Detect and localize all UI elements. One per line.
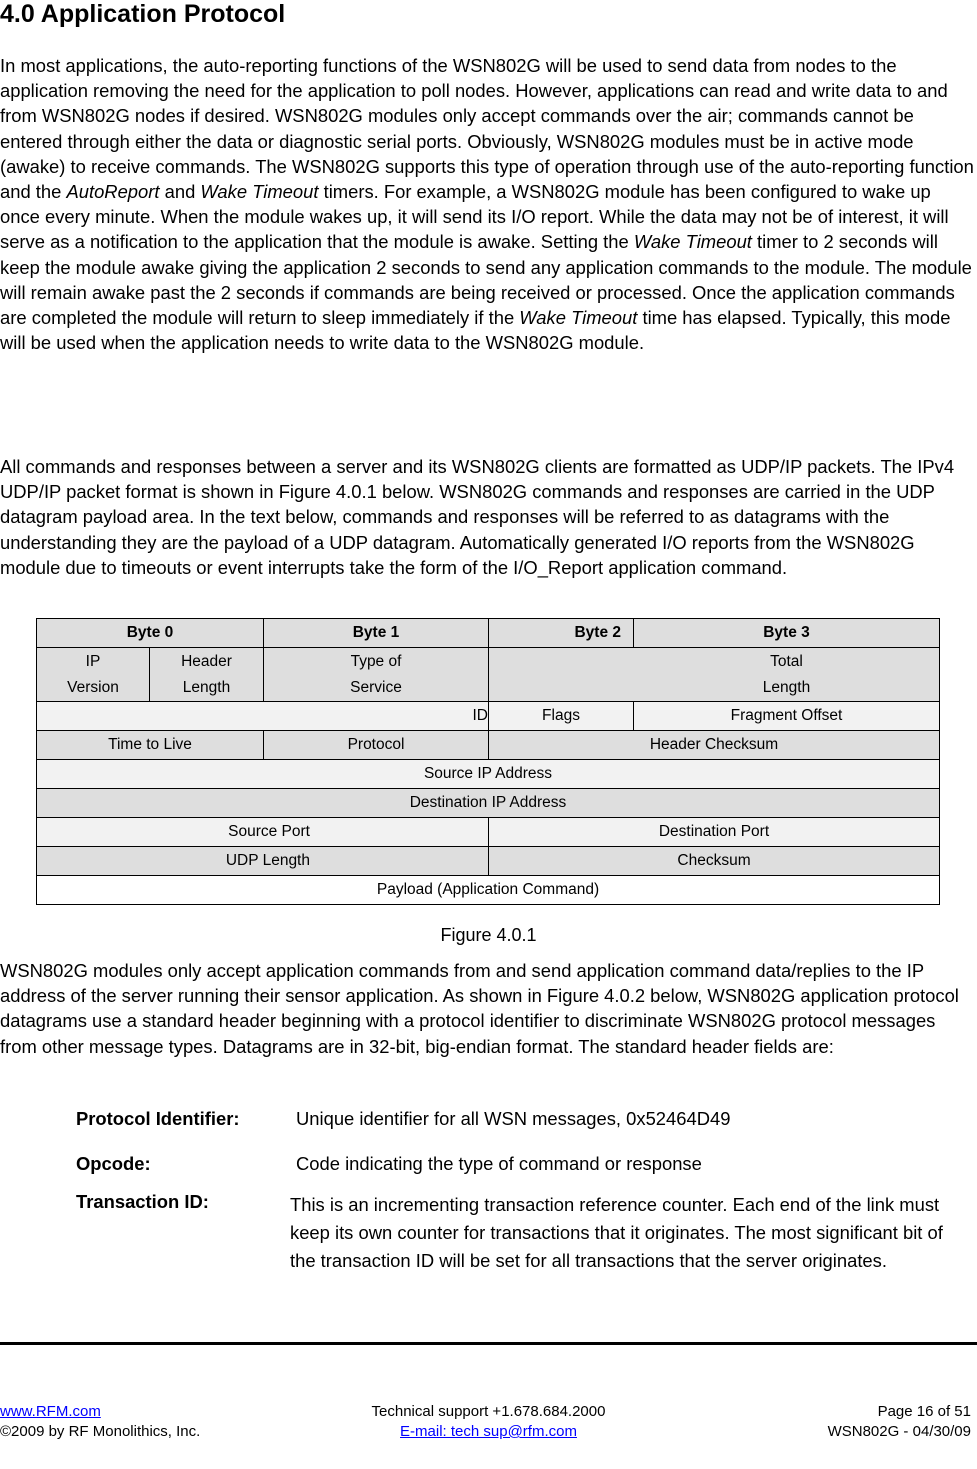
cell-line: Header bbox=[181, 652, 232, 670]
ipv4-udp-packet-figure bbox=[36, 618, 940, 905]
type-of-service-cell bbox=[264, 648, 489, 702]
field-label: Transaction ID: bbox=[76, 1191, 209, 1212]
cell-line: IP bbox=[85, 652, 101, 670]
header-length-cell bbox=[150, 648, 264, 702]
packet-row-5 bbox=[37, 789, 940, 818]
footer-divider bbox=[0, 1342, 977, 1345]
payload-cell: Payload (Application Command) bbox=[37, 876, 940, 905]
byte-2-header: Byte 2 bbox=[489, 619, 634, 648]
cell-line: Type of bbox=[350, 652, 402, 670]
identification-cell: ID bbox=[37, 702, 489, 731]
flags-cell: Flags bbox=[489, 702, 634, 731]
para1-text: and bbox=[159, 181, 201, 203]
para1-text: timer to 2 seconds will keep the module awake giving the application 2 seconds to send any application commands to the module. The module will remain awake past the 2 seconds if commands are being received or processed. Once the application commands are completed the module will return to sleep immediately if the bbox=[0, 231, 972, 329]
field-description: Unique identifier for all WSN messages, 0x52464D49 bbox=[296, 1108, 731, 1129]
cell-line: Service bbox=[350, 678, 402, 696]
cell-line: Version bbox=[67, 678, 119, 696]
header-checksum-cell: Header Checksum bbox=[489, 731, 940, 760]
packet-row-2 bbox=[37, 702, 940, 731]
para1-emphasis: Wake Timeout bbox=[200, 181, 319, 203]
cell-line: Length bbox=[182, 678, 231, 696]
udp-paragraph: All commands and responses between a server and its WSN802G clients are formatted as UDP/IP packets. The IPv4 UDP/IP packet format is shown in Figure 4.0.1 below. WSN802G commands and responses are carried in the UDP datagram payload area. In the text below, commands and responses will be referred to as datagrams with the understanding they are the payload of a UDP datagram. Automatically generated I/O reports from the WSN802G module due to timeouts or event interrupts take the form of the I/O_Report application command. bbox=[0, 456, 955, 578]
document-id: WSN802G - 04/30/09 bbox=[827, 1423, 971, 1440]
para1-text: In most applications, the auto-reporting functions of the WSN802G will be used to send data from nodes to the application removing the need for the application to poll nodes. However, applications can read and write data to and from WSN802G nodes if desired. WSN802G modules only accept commands over the air; commands cannot be entered through either the data or diagnostic serial ports. Obviously, WSN802G modules must be in active mode (awake) to receive commands. The WSN802G supports this type of operation through use of the auto-reporting function and the bbox=[0, 55, 974, 203]
support-phone: Technical support +1.678.684.2000 bbox=[371, 1403, 606, 1420]
cell-line: Total bbox=[770, 652, 803, 670]
footer-right bbox=[828, 1402, 971, 1442]
cell-line: Length bbox=[762, 678, 811, 696]
byte-header-row bbox=[37, 619, 940, 648]
total-length-cell bbox=[489, 648, 940, 702]
packet-row-8 bbox=[37, 876, 940, 905]
source-port-cell: Source Port bbox=[37, 818, 489, 847]
checksum-cell: Checksum bbox=[489, 847, 940, 876]
para1-emphasis: AutoReport bbox=[66, 181, 160, 203]
packet-row-3 bbox=[37, 731, 940, 760]
page-number: Page 16 of 51 bbox=[877, 1403, 971, 1420]
byte-1-header: Byte 1 bbox=[264, 619, 489, 648]
packet-row-6 bbox=[37, 818, 940, 847]
udp-length-cell: UDP Length bbox=[37, 847, 489, 876]
para1-text: timers. For example, a WSN802G module has been configured to wake up once every minute. When the module wakes up, it will send its I/O report. While the data may not be of interest, it will serve as a notification to the application that the module is awake. Setting the bbox=[0, 181, 949, 253]
packet-row-4 bbox=[37, 760, 940, 789]
byte-3-header: Byte 3 bbox=[634, 619, 940, 648]
packet-row-7 bbox=[37, 847, 940, 876]
field-label: Opcode: bbox=[76, 1153, 151, 1174]
dest-ip-cell: Destination IP Address bbox=[37, 789, 940, 818]
field-label: Protocol Identifier: bbox=[76, 1108, 240, 1129]
para1-emphasis: Wake Timeout bbox=[633, 231, 752, 253]
packet-row-1 bbox=[37, 648, 940, 702]
intro-paragraph bbox=[0, 53, 975, 355]
field-description: Code indicating the type of command or response bbox=[296, 1153, 702, 1174]
source-ip-cell: Source IP Address bbox=[37, 760, 940, 789]
header-paragraph: WSN802G modules only accept application commands from and send application command data/replies to the IP address of the server running their sensor application. As shown in Figure 4.0.2 below, WSN802G application protocol datagrams use a standard header beginning with a protocol identifier to discriminate WSN802G protocol messages from other message types. Datagrams are in 32-bit, big-endian format. The standard header fields are: bbox=[0, 960, 959, 1057]
email-link[interactable]: E-mail: tech sup@rfm.com bbox=[400, 1423, 577, 1440]
protocol-cell: Protocol bbox=[264, 731, 489, 760]
ip-version-cell bbox=[37, 648, 150, 702]
ttl-cell: Time to Live bbox=[37, 731, 264, 760]
para1-emphasis: Wake Timeout bbox=[519, 307, 638, 329]
figure-caption: Figure 4.0.1 bbox=[440, 925, 537, 945]
para1-text: time has elapsed. Typically, this mode will be used when the application needs to write data to the WSN802G module. bbox=[0, 307, 951, 354]
website-link[interactable]: www.RFM.com bbox=[0, 1403, 101, 1420]
byte-0-header: Byte 0 bbox=[37, 619, 264, 648]
field-description: This is an incrementing transaction reference counter. Each end of the link must keep its own counter for transactions that it originates. The most significant bit of the transaction ID will be set for all transactions that the server originates. bbox=[290, 1194, 943, 1271]
dest-port-cell: Destination Port bbox=[489, 818, 940, 847]
page-title: 4.0 Application Protocol bbox=[0, 0, 286, 28]
fragment-offset-cell: Fragment Offset bbox=[634, 702, 940, 731]
copyright-text: ©2009 by RF Monolithics, Inc. bbox=[0, 1423, 201, 1440]
